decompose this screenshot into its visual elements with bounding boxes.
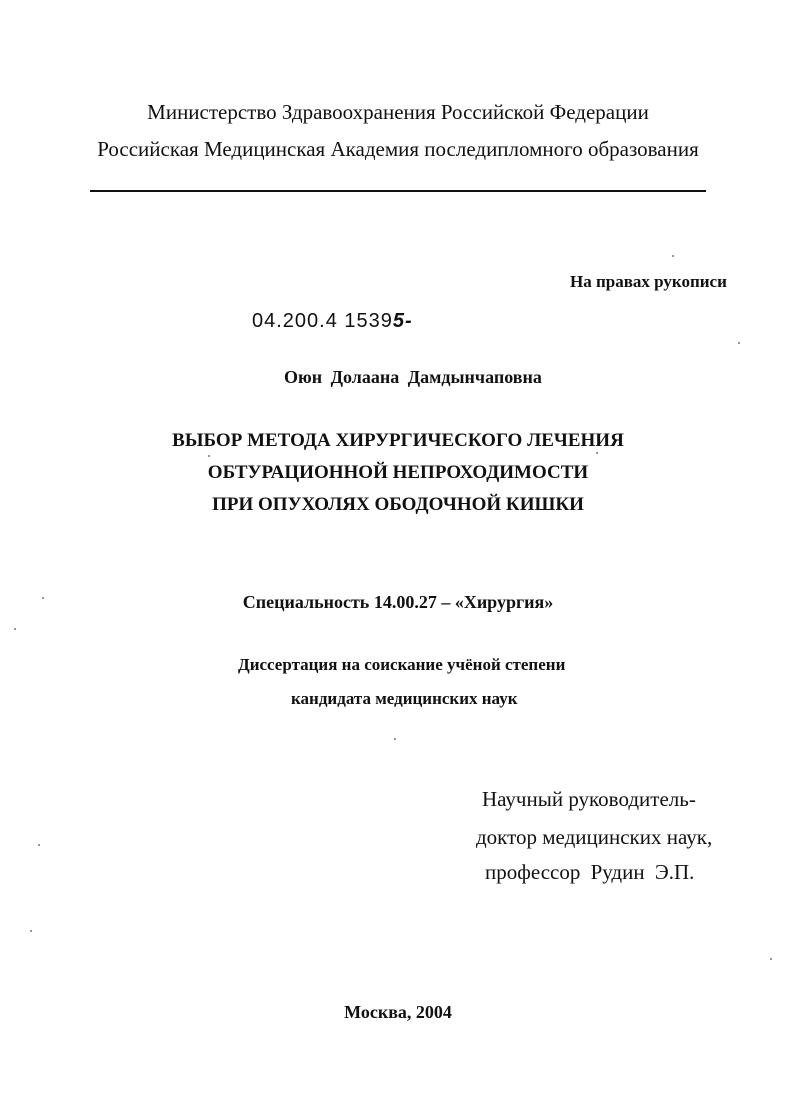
city-year: Москва, 2004: [344, 1002, 452, 1022]
scan-speck: [770, 958, 772, 960]
thesis-title-line-2: ОБТУРАЦИОННОЙ НЕПРОХОДИМОСТИ: [207, 462, 589, 483]
dissertation-line-1: Диссертация на соискание учёной степени: [238, 655, 566, 674]
scan-speck: [596, 452, 598, 454]
ministry-name: Министерство Здравоохранения Российской Федерации: [147, 100, 649, 124]
specialty: Специальность 14.00.27 – «Хирургия»: [242, 592, 554, 612]
thesis-title-line-1: ВЫБОР МЕТОДА ХИРУРГИЧЕСКОГО ЛЕЧЕНИЯ: [172, 430, 624, 451]
scan-speck: [208, 455, 210, 457]
scan-speck: [394, 738, 396, 740]
scan-speck: [30, 930, 32, 932]
dissertation-line-2: кандидата медицинских наук: [291, 689, 518, 708]
thesis-title-line-3: ПРИ ОПУХОЛЯХ ОБОДОЧНОЙ КИШКИ: [212, 494, 584, 515]
scan-speck: [672, 255, 674, 257]
scan-speck: [14, 628, 16, 630]
inventory-number: 04.200.4 1539: [252, 310, 393, 332]
scan-speck: [738, 342, 740, 344]
inventory-stamp: [252, 310, 413, 333]
inventory-suffix: 5-: [392, 310, 413, 332]
supervisor-role: Научный руководитель-: [482, 787, 696, 811]
scan-speck: [42, 597, 44, 599]
supervisor-name: профессор Рудин Э.П.: [485, 860, 695, 884]
rights-note: На правах рукописи: [570, 272, 727, 291]
header-divider: [90, 190, 706, 192]
academy-name: Российская Медицинская Академия последипломного образования: [97, 137, 699, 161]
author-name: Оюн Долаана Дамдынчаповна: [284, 367, 542, 387]
scan-speck: [38, 844, 40, 846]
supervisor-degree: доктор медицинских наук,: [476, 825, 713, 849]
